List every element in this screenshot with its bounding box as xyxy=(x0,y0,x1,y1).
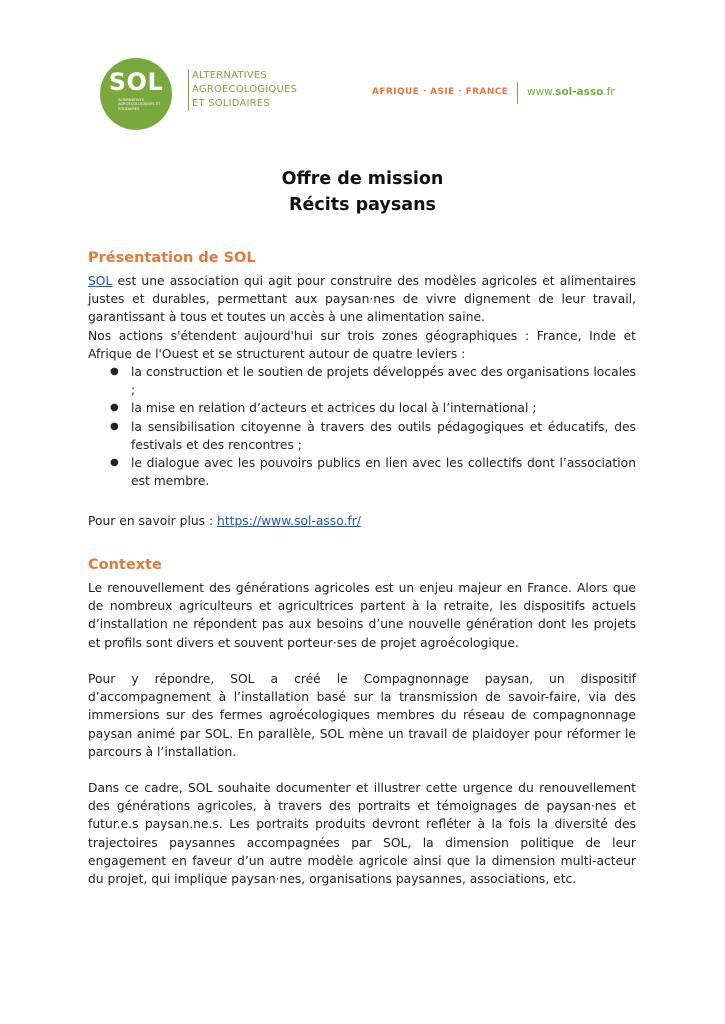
logo-text: SOL xyxy=(108,68,164,96)
presentation-actions: Nos actions s'étendent aujourd'hui sur trois zones géographiques : France, Inde et Afrique de l'Ouest et se structurent autour de quatre leviers : xyxy=(88,329,636,362)
presentation-intro xyxy=(88,272,636,327)
website-link[interactable]: https://www.sol-asso.fr/ xyxy=(217,514,361,528)
contexte-paragraph-3: Dans ce cadre, SOL souhaite documenter et illustrer cette urgence du renouvellement des générations agricoles, à travers des portraits et témoignages de paysan·nes et futur.e.s paysan.ne.s. Les portraits produits devront refléter à la fois la diversité des trajectoires paysannes accompagnées par SOL, la dimension politique de leur engagement en faveur d’un autre modèle agricole ainsi que la dimension multi-acteur du projet, qui implique paysan·nes, organisations paysannes, associations, etc. xyxy=(88,781,636,887)
bullet-icon: ● xyxy=(110,420,119,432)
website-url xyxy=(527,86,615,98)
intro-text: est une association qui agit pour construire des modèles agricoles et alimentaires justes et durables, permettant aux paysan·nes de vivre dignement de leur travail, garantissant à tous et toutes un accès à une alimentation saine. xyxy=(88,274,636,325)
contexte-paragraph-1: Le renouvellement des générations agricoles est un enjeu majeur en France. Alors que de nombreux agriculteurs et agricultrices partent à la retraite, les dispositifs actuels d’installation ne répondent pas aux besoins d’une nouvelle génération dont les projets et profils sont divers et souvent porteur·ses de projet agroécologique. xyxy=(88,581,636,650)
page-title: Offre de mission xyxy=(281,169,444,189)
logo-tagline xyxy=(188,69,297,111)
list-item xyxy=(88,399,636,417)
website-domain: sol-asso xyxy=(555,86,604,98)
learn-more-line xyxy=(88,512,636,530)
page-subtitle: Récits paysans xyxy=(289,195,436,215)
tagline-line: AGROÉCOLOGIQUES xyxy=(192,84,298,95)
list-item xyxy=(88,418,636,454)
bullet-icon: ● xyxy=(110,402,119,414)
list-item xyxy=(88,454,636,490)
list-item-text: la mise en relation d’acteurs et actrices du local à l’international ; xyxy=(131,401,537,416)
regions-label: AFRIQUE · ASIE · FRANCE xyxy=(372,87,509,97)
bullet-icon: ● xyxy=(110,366,119,377)
header-divider xyxy=(517,82,518,104)
website-suffix: .fr xyxy=(603,86,615,98)
list-item-text: le dialogue avec les pouvoirs publics en lien avec les collectifs dont l’association est membre. xyxy=(131,456,636,489)
list-item-text: la construction et le soutien de projets développés avec des organisations locales ; xyxy=(131,365,636,398)
bullet-icon: ● xyxy=(110,457,119,469)
levers-list xyxy=(88,363,636,490)
contexte-paragraph-2: Pour y répondre, SOL a créé le Compagnonnage paysan, un dispositif d’accompagnement à l’installation basé sur la transmission de savoir-faire, via des immersions sur des fermes agroécologiques membres du réseau de compagnonnage paysan animé par SOL. En parallèle, SOL mène un travail de plaidoyer pour réformer le parcours à l’installation. xyxy=(88,672,636,759)
logo-subtext: ALTERNATIVES AGROÉCOLOGIQUES ET SOLIDAIRES xyxy=(118,98,161,111)
section-heading-contexte: Contexte xyxy=(88,557,162,573)
sol-link[interactable]: SOL xyxy=(88,274,113,288)
learn-more-label: Pour en savoir plus : xyxy=(88,514,218,528)
list-item-text: la sensibilisation citoyenne à travers des outils pédagogiques et éducatifs, des festivals et des rencontres ; xyxy=(131,419,636,452)
section-heading-presentation: Présentation de SOL xyxy=(88,250,256,266)
website-prefix: www. xyxy=(527,86,556,98)
tagline-line: ET SOLIDAIRES xyxy=(192,98,270,109)
sol-logo xyxy=(100,58,172,130)
page-header xyxy=(0,0,725,140)
list-item xyxy=(88,363,636,399)
tagline-line: ALTERNATIVES xyxy=(192,70,267,81)
